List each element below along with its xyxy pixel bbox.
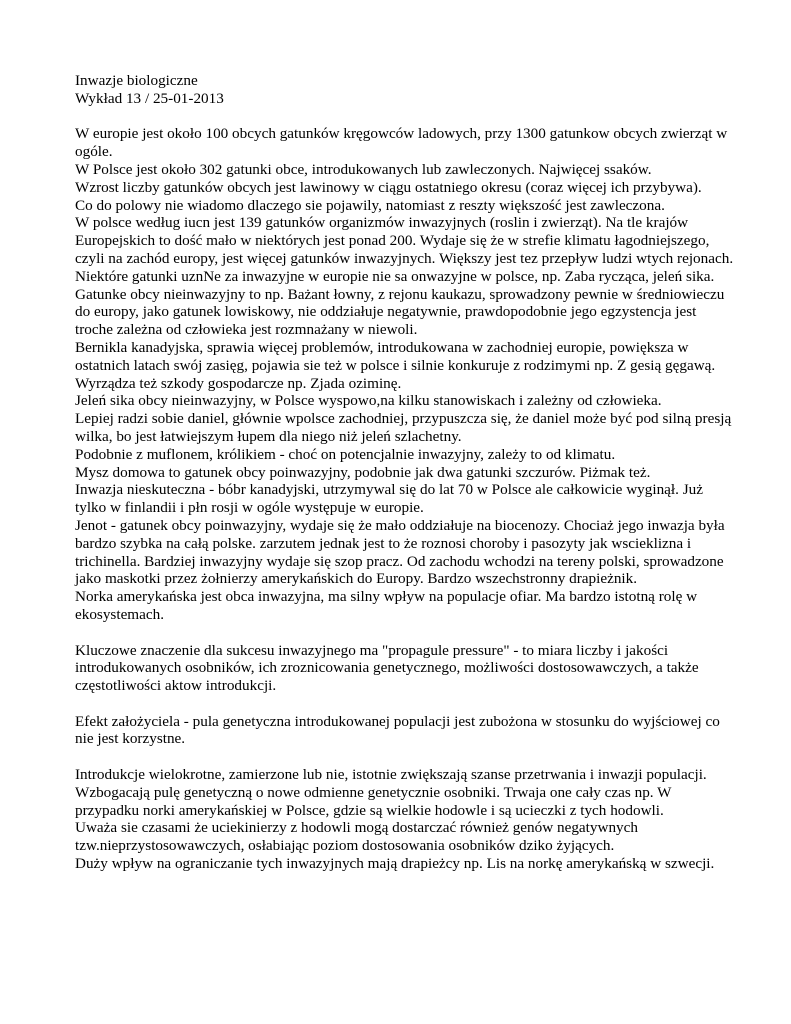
spacer bbox=[75, 108, 735, 126]
paragraph-propagule-pressure: Kluczowe znaczenie dla sukcesu inwazyjnego ma "propagule pressure" - to miara liczby i jakości introdukowanych osobników, ich zroznicowania genetycznego, możliwości dostosowawczych, a także częstotliwości aktow introdukcji. bbox=[75, 641, 699, 695]
paragraph: Uważa sie czasami że uciekinierzy z hodowli mogą dostarczać również genów negatywnych tzw.nieprzystosowawczych, osłabiając poziom dostosowania osobników dziko żyjących. bbox=[75, 819, 638, 855]
document-title: Inwazje biologiczne bbox=[75, 72, 198, 89]
paragraph: W Polsce jest około 302 gatunki obce, introdukowanych lub zawleczonych. Najwięcej ssaków. bbox=[75, 160, 652, 178]
paragraph: Norka amerykańska jest obca inwazyjna, ma silny wpływ na populacje ofiar. Ma bardzo istotną rolę w ekosystemach. bbox=[75, 588, 698, 623]
paragraph-founder-effect: Efekt założyciela - pula genetyczna introdukowanej populacji jest zubożona w stosunku do wyjściowej co nie jest korzystne. bbox=[75, 712, 720, 748]
paragraph: Duży wpływ na ograniczanie tych inwazyjnych mają drapieżcy np. Lis na norkę amerykańską w szwecji. bbox=[75, 855, 715, 873]
paragraph: Jeleń sika obcy nieinwazyjny, w Polsce wyspowo,na kilku stanowiskach i zależny od człowieka. bbox=[75, 392, 662, 410]
spacer bbox=[75, 695, 735, 713]
paragraph: Jenot - gatunek obcy poinwazyjny, wydaje się że mało oddziałuje na biocenozy. Chociaż jego inwazja była bardzo szybka na całą polske. zarzutem jednak jest to że roznosi choroby i pasozyty jak wscieklizna i trichinella. Bardziej inwazyjny wydaje się szop pracz. Od zachodu wchodzi na tereny polski, sprowadzone jako maskotki przez żołnierzy amerykańskich do Europy. Bardzo wszechstronny drapieżnik. bbox=[75, 516, 725, 588]
paragraph: Bernikla kanadyjska, sprawia więcej problemów, introdukowana w zachodniej europie, powiększa w ostatnich latach swój zasięg, pojawia sie też w polsce i silnie konkuruje z rodzimymi np. Z gesią gęgawą. Wyrządza też szkody gospodarcze np. Zjada oziminę. bbox=[75, 338, 716, 392]
document-body bbox=[75, 72, 735, 873]
lecture-info: Wykład 13 / 25-01-2013 bbox=[75, 89, 224, 107]
spacer bbox=[75, 624, 735, 642]
paragraph: Mysz domowa to gatunek obcy poinwazyjny, podobnie jak dwa gatunki szczurów. Piżmak też. bbox=[75, 463, 651, 481]
paragraph: Introdukcje wielokrotne, zamierzone lub nie, istotnie zwiększają szanse przetrwania i inwazji populacji. Wzbogacają pulę genetyczną o nowe odmienne genetycznie osobniki. Trwaja one cały czas np. W przypadku norki amerykańskiej w Polsce, gdzie są wielkie hodowle i są ucieczki z tych hodowli. bbox=[75, 766, 707, 819]
paragraph: Gatunke obcy nieinwazyjny to np. Bażant łowny, z rejonu kaukazu, sprowadzony pewnie w średniowieczu do europy, jako gatunek lowiskowy, nie oddziałuje negatywnie, prawdopodobnie jego egzystencja jest troche zależna od człowieka jest rozmnażany w niewoli. bbox=[75, 285, 725, 339]
spacer bbox=[75, 748, 735, 766]
paragraph: Inwazja nieskuteczna - bóbr kanadyjski, utrzymywal się do lat 70 w Polsce ale całkowicie wyginął. Już tylko w finlandii i płn rosji w ogóle występuje w europie. bbox=[75, 481, 703, 517]
paragraph: Wzrost liczby gatunków obcych jest lawinowy w ciągu ostatniego okresu (coraz więcej ich przybywa). bbox=[75, 178, 702, 196]
paragraph: Niektóre gatunki uznNe za inwazyjne w europie nie sa onwazyjne w polsce, np. Zaba rycząca, jeleń sika. bbox=[75, 267, 715, 285]
paragraph: W europie jest około 100 obcych gatunków kręgowców ladowych, przy 1300 gatunkow obcych zwierząt w ogóle. bbox=[75, 125, 728, 161]
paragraph: Podobnie z muflonem, królikiem - choć on potencjalnie inwazyjny, zależy to od klimatu. bbox=[75, 445, 616, 463]
paragraph: Lepiej radzi sobie daniel, głównie wpolsce zachodniej, przypuszcza się, że daniel może być pod silną presją wilka, bo jest łatwiejszym łupem dla niego niż jeleń szlachetny. bbox=[75, 410, 732, 445]
paragraph: W polsce według iucn jest 139 gatunków organizmów inwazyjnych (roslin i zwierząt). Na tle krajów Europejskich to dość mało w niektórych jest ponad 200. Wydaje się że w strefie klimatu łagodniejszego, czyli na zachód europy, jest więcej gatunków inwazyjnych. Większy jest tez przepływ ludzi wtych rejonach. bbox=[75, 214, 734, 267]
paragraph: Co do polowy nie wiadomo dlaczego sie pojawily, natomiast z reszty większość jest zawleczona. bbox=[75, 196, 665, 214]
